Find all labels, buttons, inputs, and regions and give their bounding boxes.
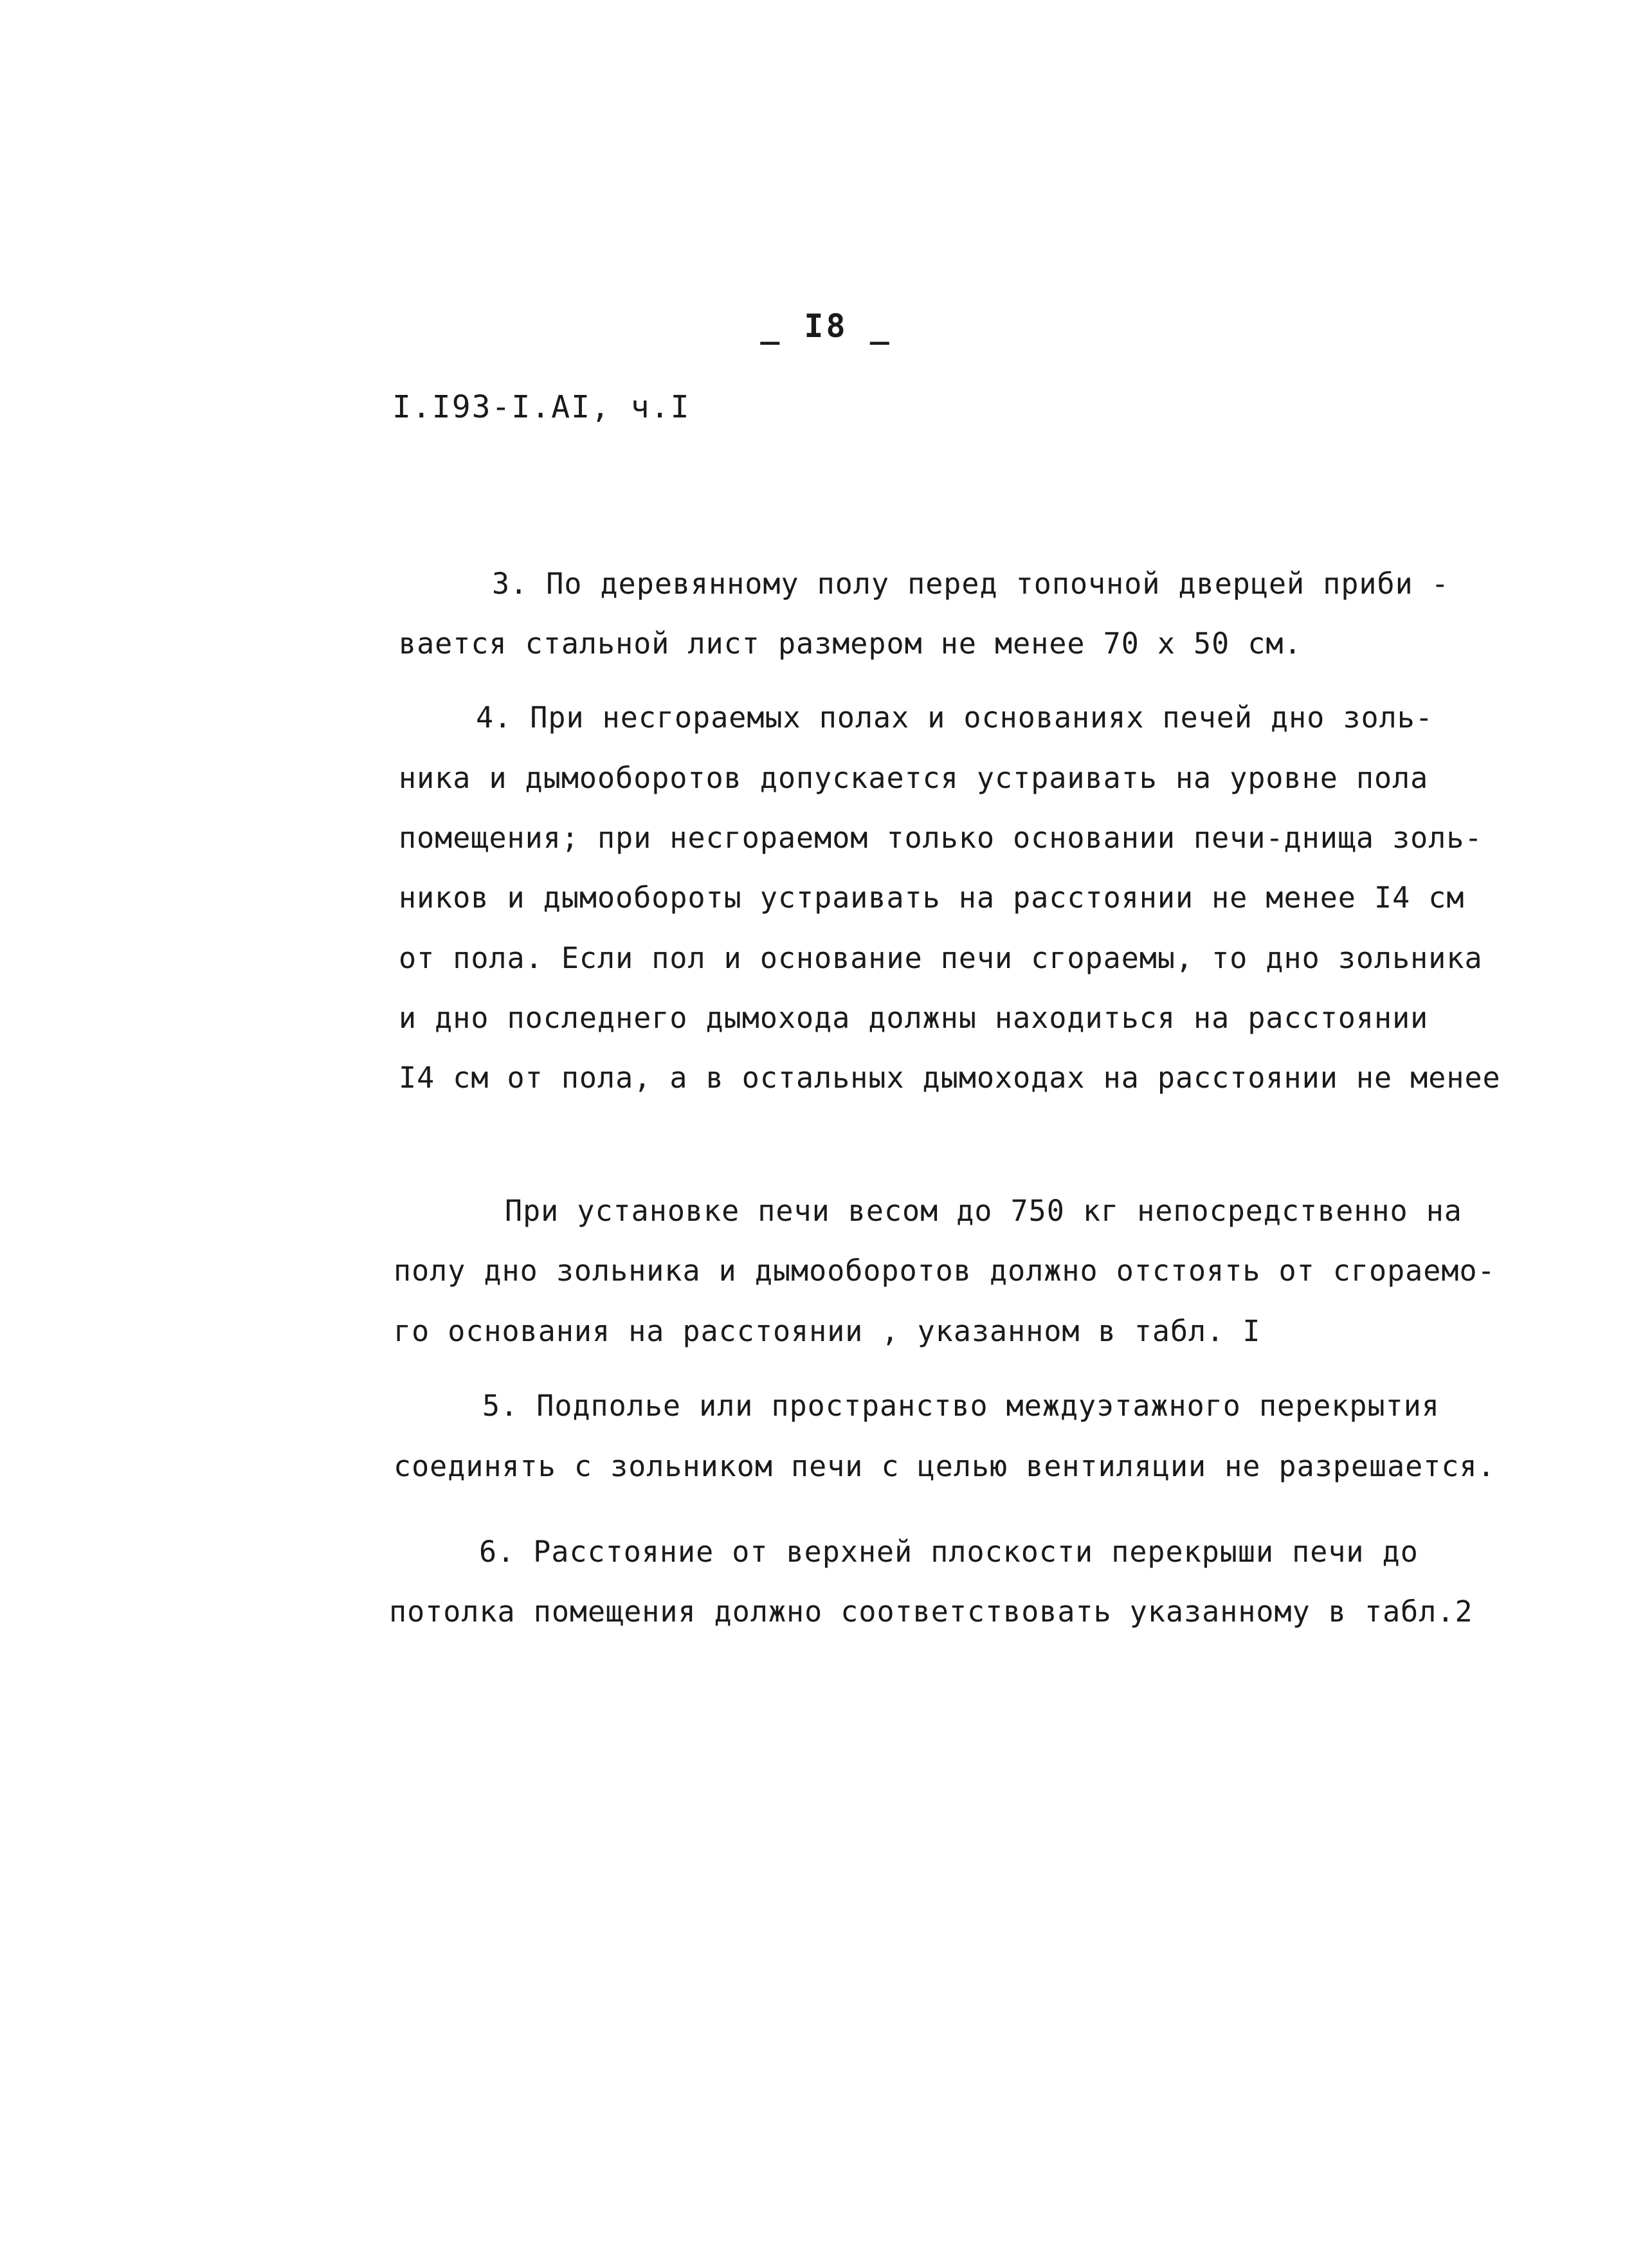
note-line-1: При установке печи весом до 750 кг непосредственно на [505,1194,1462,1228]
paragraph-3-line-1: 3. По деревянному полу перед топочной дверцей приби - [492,567,1449,601]
note-line-3: го основания на расстоянии , указанном в табл. I [394,1314,1261,1348]
paragraph-4-line-2: ника и дымооборотов допускается устраивать на уровне пола [399,761,1429,795]
paragraph-3-line-2: вается стальной лист размером не менее 70 х 50 см. [399,626,1302,661]
paragraph-6-line-2: потолка помещения должно соответствовать указанному в табл.2 [389,1595,1473,1629]
paragraph-4-line-4: ников и дымообороты устраивать на расстоянии не менее I4 см [399,881,1465,915]
paragraph-5-line-1: 5. Подполье или пространство междуэтажного перекрытия [482,1389,1440,1423]
paragraph-6-line-1: 6. Расстояние от верхней плоскости перекрыши печи до [479,1535,1419,1569]
paragraph-4-line-1: 4. При несгораемых полах и основаниях печей дно золь- [476,700,1433,735]
document-code: I.I93-I.AI, ч.I [392,389,691,425]
paragraph-4-line-6: и дно последнего дымохода должны находиться на расстоянии [399,1001,1429,1035]
paragraph-4-line-3: помещения; при несгораемом только основании печи-днища золь- [399,821,1483,855]
paragraph-5-line-2: соединять с зольником печи с целью вентиляции не разрешается. [394,1449,1496,1483]
page-number: _ I8 _ [760,307,892,345]
paragraph-4-line-5: от пола. Если пол и основание печи сгораемы, то дно зольника [399,941,1483,975]
note-line-2: полу дно зольника и дымооборотов должно отстоять от сгораемо- [394,1254,1496,1288]
paragraph-4-line-7: I4 см от пола, а в остальных дымоходах на расстоянии не менее [399,1061,1501,1095]
